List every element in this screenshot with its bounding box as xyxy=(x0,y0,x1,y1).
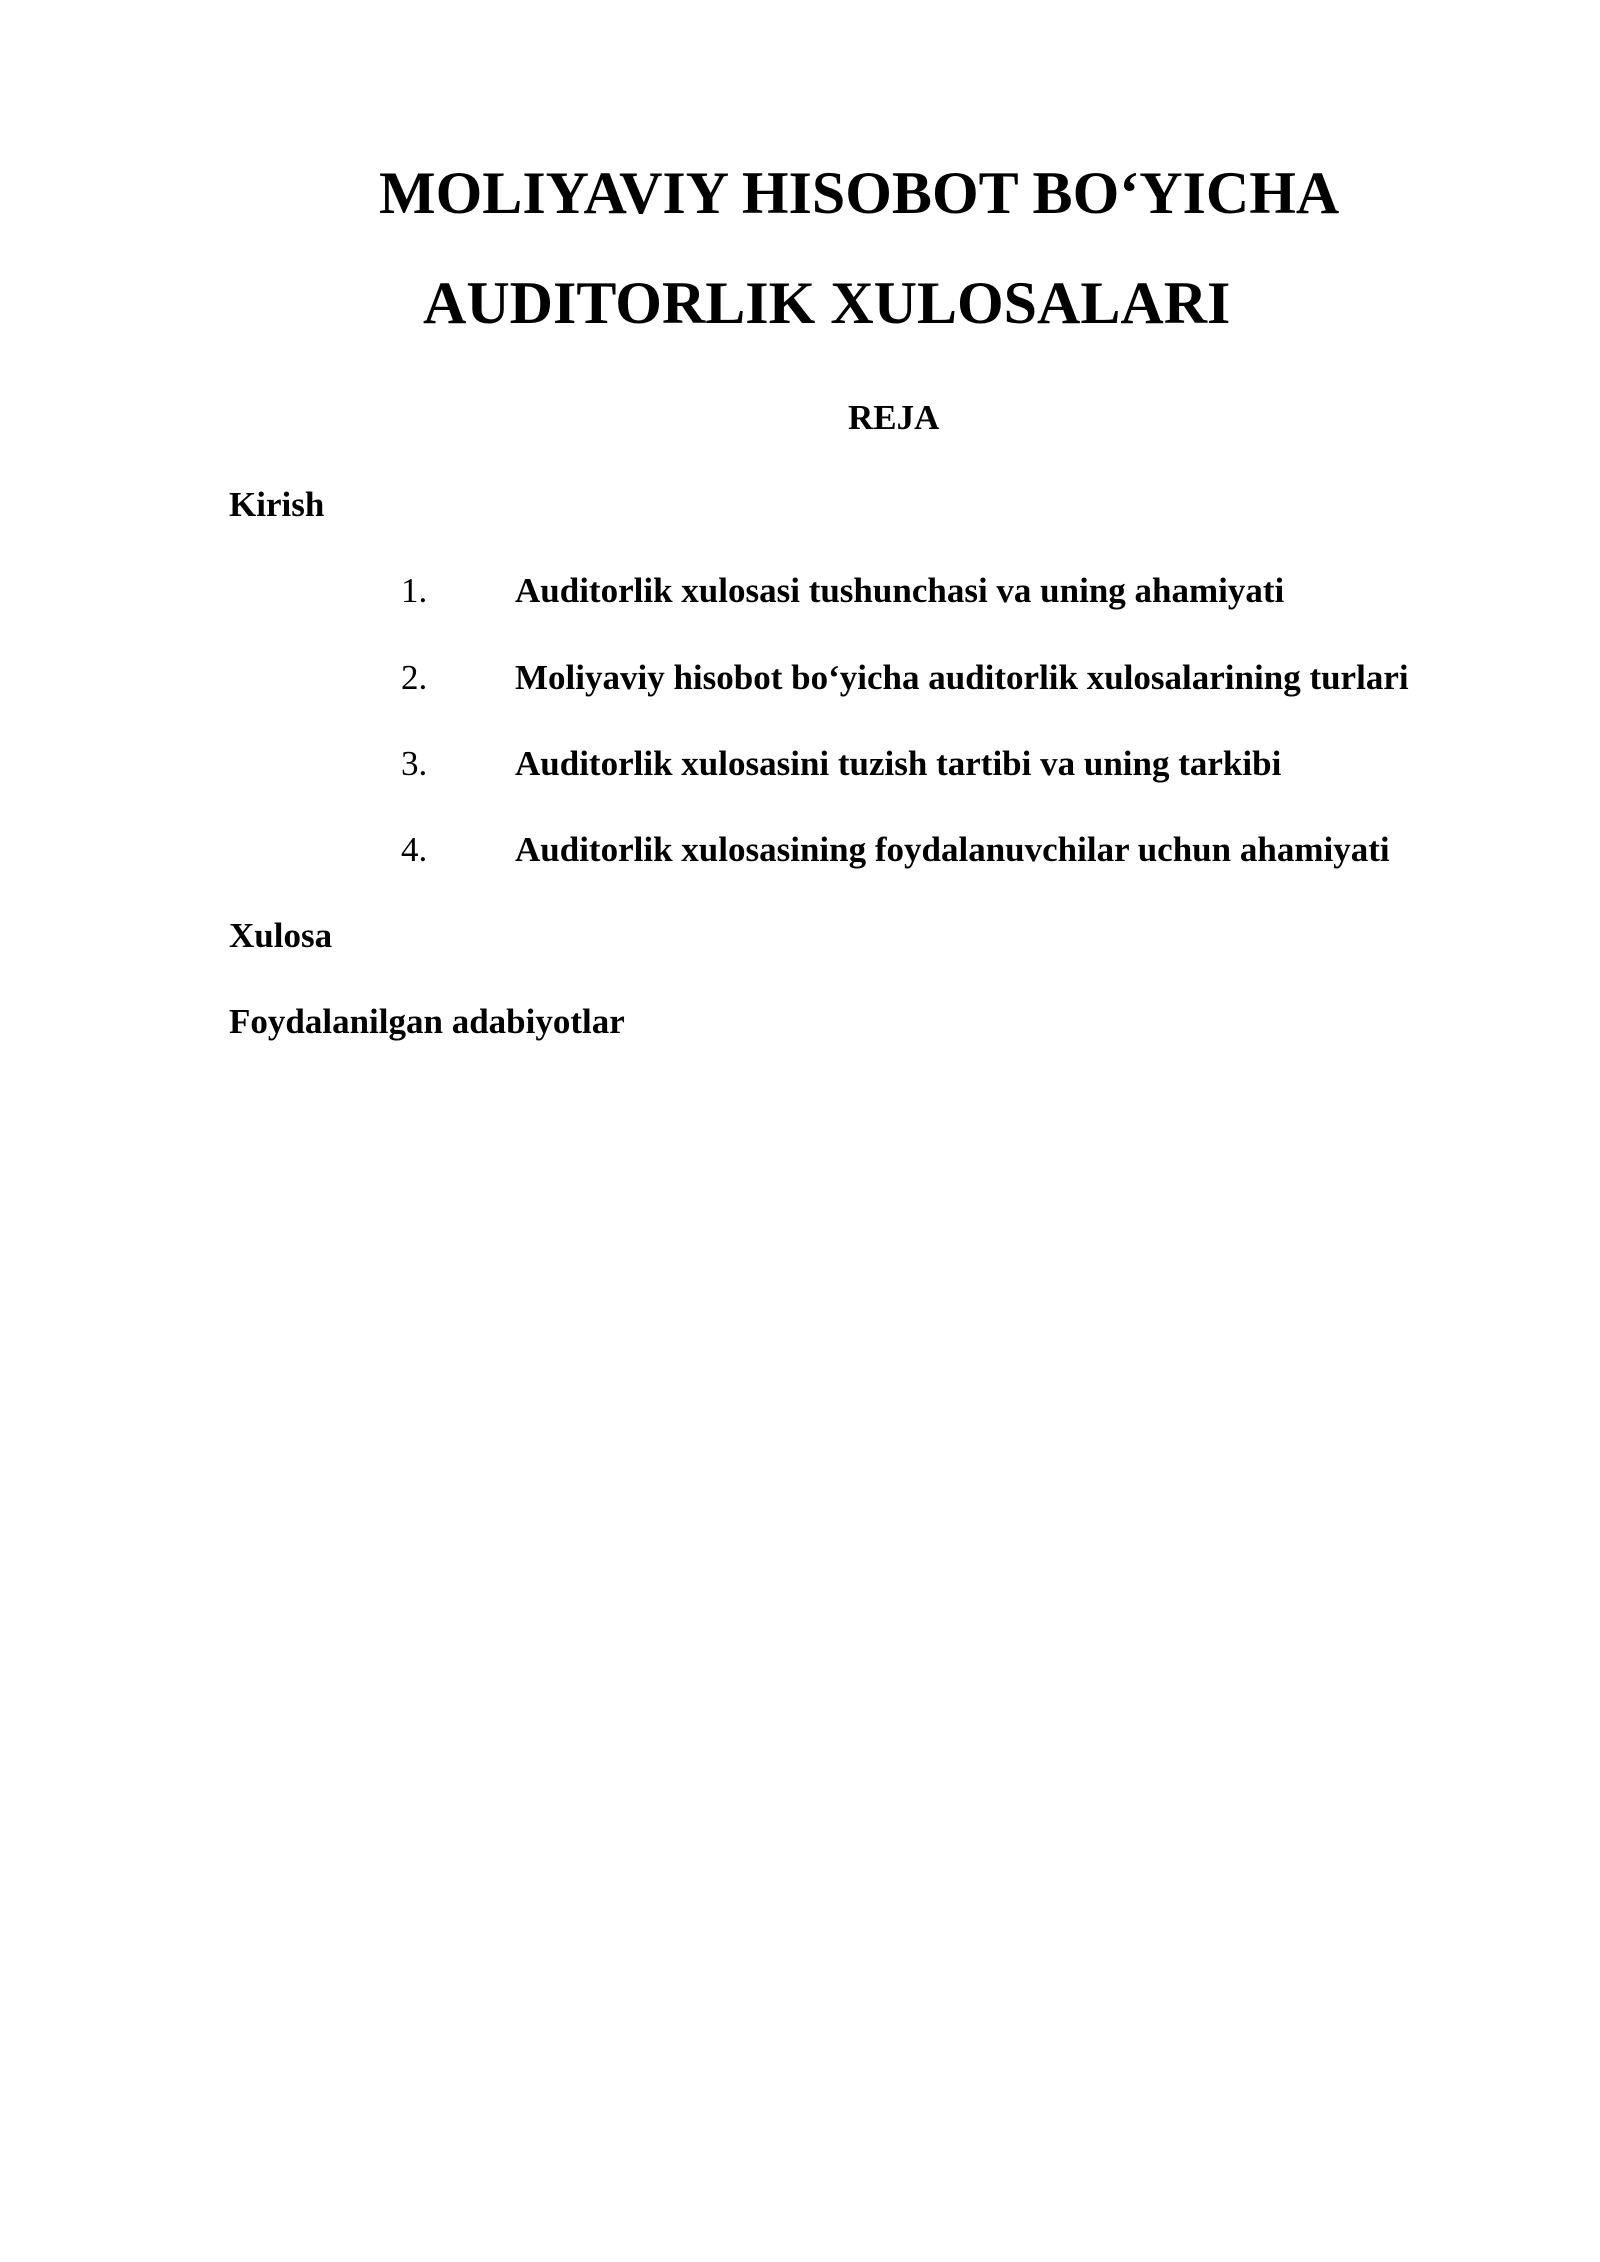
conclusion-heading: Xulosa xyxy=(229,916,333,955)
plan-item-number: 3. xyxy=(401,744,428,783)
plan-item-number: 1. xyxy=(401,571,428,610)
plan-item-text: Auditorlik xulosasini tuzish tartibi va uning tarkibi xyxy=(515,744,1282,783)
plan-item xyxy=(0,573,1600,613)
document-title-line-2: AUDITORLIK XULOSALARI xyxy=(423,270,1231,336)
plan-item xyxy=(0,832,1600,872)
plan-item xyxy=(0,660,1600,700)
references-heading: Foydalanilgan adabiyotlar xyxy=(229,1002,625,1041)
plan-item-number: 2. xyxy=(401,658,428,697)
plan-item-number: 4. xyxy=(401,830,428,869)
plan-item-text: Moliyaviy hisobot bo‘yicha auditorlik xulosalarining turlari xyxy=(515,658,1409,697)
plan-heading: REJA xyxy=(848,398,940,437)
plan-item-text: Auditorlik xulosasining foydalanuvchilar uchun ahamiyati xyxy=(515,830,1390,869)
plan-item-text: Auditorlik xulosasi tushunchasi va uning ahamiyati xyxy=(515,571,1285,610)
plan-item xyxy=(0,746,1600,786)
intro-heading: Kirish xyxy=(229,485,325,524)
document-title-line-1: MOLIYAVIY HISOBOT BO‘YICHA xyxy=(379,160,1340,226)
